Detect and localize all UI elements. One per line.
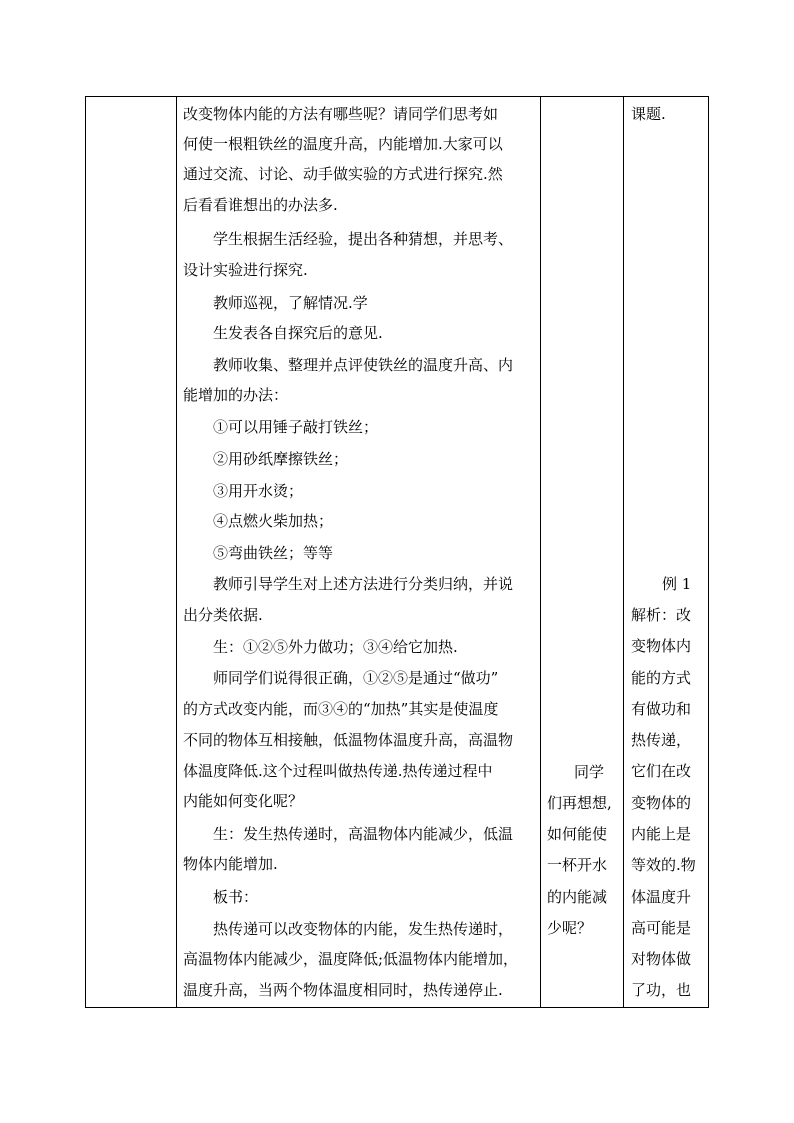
note-line: 解析：改 bbox=[631, 606, 692, 624]
student-line: 一杯开水 bbox=[547, 856, 608, 874]
main-line: 生：发生热传递时，高温物体内能减少，低温 bbox=[213, 825, 514, 843]
note-line: 对物体做 bbox=[631, 950, 692, 968]
student-line: 们再想想, bbox=[547, 794, 612, 812]
note-line: 等效的.物 bbox=[631, 856, 696, 874]
student-line: 如何能使 bbox=[547, 825, 608, 843]
main-line: ②用砂纸摩擦铁丝； bbox=[213, 450, 349, 468]
note-line: 例 1 bbox=[662, 575, 692, 593]
empty-column-cell bbox=[86, 97, 176, 1007]
main-line: 能增加的办法： bbox=[183, 386, 289, 404]
main-line: 物体内能增加. bbox=[183, 855, 278, 873]
note-line: 课题. bbox=[631, 105, 666, 123]
student-line: 的内能减 bbox=[547, 888, 608, 906]
student-line: 同学 bbox=[574, 763, 605, 781]
teaching-process-cell bbox=[177, 97, 540, 1007]
main-line: 内能如何变化呢？ bbox=[183, 792, 304, 810]
note-line: 热传递， bbox=[631, 731, 692, 749]
note-line: 有做功和 bbox=[631, 700, 692, 718]
main-line: 体温度降低.这个过程叫做热传递.热传递过程中 bbox=[183, 762, 493, 780]
note-line: 高可能是 bbox=[631, 919, 692, 937]
main-line: 生发表各自探究后的意见. bbox=[213, 324, 383, 342]
main-line: ④点燃火柴加热； bbox=[213, 512, 334, 530]
note-line: 能的方式 bbox=[631, 669, 692, 687]
main-line: 的方式改变内能，而③④的“加热”其实是使温度 bbox=[183, 700, 499, 718]
lesson-table bbox=[85, 96, 709, 1008]
main-line: 教师收集、整理并点评使铁丝的温度升高、内 bbox=[213, 356, 514, 374]
main-line: 师同学们说得很正确，①②⑤是通过“做功” bbox=[213, 669, 499, 687]
note-line: 了功，也 bbox=[631, 981, 692, 999]
main-line: 通过交流、讨论、动手做实验的方式进行探究.然 bbox=[183, 165, 503, 183]
main-line: 学生根据生活经验，提出各种猜想，并思考、 bbox=[213, 230, 514, 248]
main-line: 教师引导学生对上述方法进行分类归纳，并说 bbox=[213, 575, 514, 593]
main-line: 热传递可以改变物体的内能，发生热传递时， bbox=[213, 920, 514, 938]
main-line: ③用开水烫； bbox=[213, 482, 304, 500]
main-line: 不同的物体互相接触，低温物体温度升高，高温物 bbox=[183, 731, 514, 749]
note-line: 内能上是 bbox=[631, 825, 692, 843]
note-line: 它们在改 bbox=[631, 762, 692, 780]
main-line: 高温物体内能减少，温度降低;低温物体内能增加， bbox=[183, 950, 519, 968]
main-line: 设计实验进行探究. bbox=[183, 261, 308, 279]
student-line: 少呢？ bbox=[547, 919, 593, 937]
notes-cell bbox=[624, 97, 708, 1007]
main-line: 何使一根粗铁丝的温度升高，内能增加.大家可以 bbox=[183, 135, 503, 153]
main-line: ①可以用锤子敲打铁丝； bbox=[213, 418, 379, 436]
main-line: 出分类依据. bbox=[183, 606, 263, 624]
main-line: 生：①②⑤外力做功；③④给它加热. bbox=[213, 638, 458, 656]
main-line: 温度升高，当两个物体温度相同时，热传递停止. bbox=[183, 981, 503, 999]
note-line: 变物体内 bbox=[631, 637, 692, 655]
main-line: ⑤弯曲铁丝；等等 bbox=[213, 544, 334, 562]
main-line: 教师巡视，了解情况.学 bbox=[213, 294, 368, 312]
student-activity-cell bbox=[541, 97, 623, 1007]
main-line: 改变物体内能的方法有哪些呢？请同学们思考如 bbox=[183, 105, 499, 123]
main-line: 后看看谁想出的办法多. bbox=[183, 196, 338, 214]
main-line: 板书： bbox=[213, 888, 259, 906]
note-line: 体温度升 bbox=[631, 888, 692, 906]
note-line: 变物体的 bbox=[631, 794, 692, 812]
